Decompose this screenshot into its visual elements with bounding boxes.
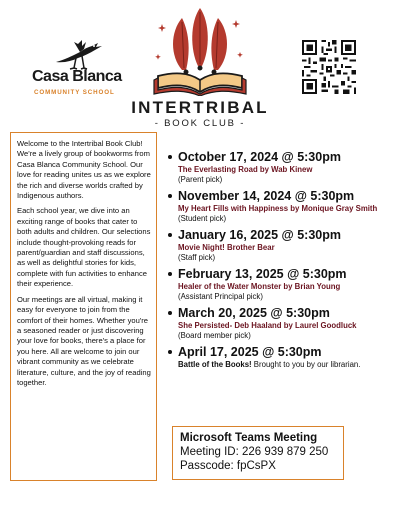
open-book-feathers-icon	[148, 6, 252, 96]
event-date: April 17, 2025 @ 5:30pm	[178, 345, 322, 359]
event-pick: (Assistant Principal pick)	[178, 292, 263, 301]
intro-paragraph-2: Each school year, we dive into an exciting range of books that cater to both adults and children. Our selections include thought-provoking reads for parent/guardian and staff discussions, as well as delightful stories for kids, complete with fun activities to enhance their experience.	[17, 206, 151, 289]
event-book: Healer of the Water Monster by Brian Young	[178, 282, 341, 291]
event-pick: (Parent pick)	[178, 175, 223, 184]
bullet-icon	[168, 350, 172, 354]
event-item	[168, 189, 396, 224]
bullet-icon	[168, 311, 172, 315]
event-item	[168, 267, 396, 302]
teams-passcode[interactable]: Passcode: fpCsPX	[180, 460, 276, 472]
event-item	[168, 345, 396, 370]
event-date: October 17, 2024 @ 5:30pm	[178, 150, 341, 164]
event-item	[168, 306, 396, 341]
event-book: My Heart Fills with Happiness by Monique Gray Smith	[178, 204, 378, 213]
club-title: INTERTRIBAL	[131, 98, 269, 117]
event-note: Brought to you by our librarian.	[251, 360, 361, 369]
event-pick: (Board member pick)	[178, 331, 251, 340]
roadrunner-icon	[50, 38, 106, 70]
event-book	[178, 360, 396, 370]
school-subtitle: COMMUNITY SCHOOL	[34, 89, 115, 96]
qr-code-icon[interactable]	[302, 40, 356, 94]
intro-paragraph-3: Our meetings are all virtual, making it easy for everyone to join from the comfort of their homes. Whether you're a seasoned reader or just discovering your love for books, there's a place for you here. All are welcome to join our vibrant community as we celebrate literature, culture, and the joy of reading together.	[17, 294, 151, 387]
intro-box	[10, 132, 157, 481]
event-date: January 16, 2025 @ 5:30pm	[178, 228, 341, 242]
bullet-icon	[168, 194, 172, 198]
event-item	[168, 150, 396, 185]
event-book: The Everlasting Road by Wab Kinew	[178, 165, 313, 174]
teams-meeting-box	[172, 426, 344, 480]
bullet-icon	[168, 155, 172, 159]
event-date: November 14, 2024 @ 5:30pm	[178, 189, 355, 203]
event-date: March 20, 2025 @ 5:30pm	[178, 306, 330, 320]
school-logo	[28, 38, 124, 102]
event-schedule	[168, 150, 396, 374]
event-date: February 13, 2025 @ 5:30pm	[178, 267, 347, 281]
event-item	[168, 228, 396, 263]
event-book-title: Battle of the Books!	[178, 360, 252, 369]
event-pick: (Staff pick)	[178, 253, 216, 262]
teams-meeting-id[interactable]: Meeting ID: 226 939 879 250	[180, 446, 329, 458]
event-book: She Persisted- Deb Haaland by Laurel Goodluck	[178, 321, 357, 330]
bullet-icon	[168, 233, 172, 237]
teams-title: Microsoft Teams Meeting	[180, 432, 318, 444]
event-pick: (Student pick)	[178, 214, 227, 223]
intro-paragraph-1: Welcome to the Intertribal Book Club! We're a lively group of bookworms from Casa Blanca Community School. Our love for reading unites us as we explore the rich and diverse worlds crafted by Indigenous authors.	[17, 139, 151, 201]
bullet-icon	[168, 272, 172, 276]
event-book: Movie Night! Brother Bear	[178, 243, 275, 252]
club-subtitle: - BOOK CLUB -	[154, 118, 246, 129]
school-name: Casa Blanca	[32, 68, 122, 85]
